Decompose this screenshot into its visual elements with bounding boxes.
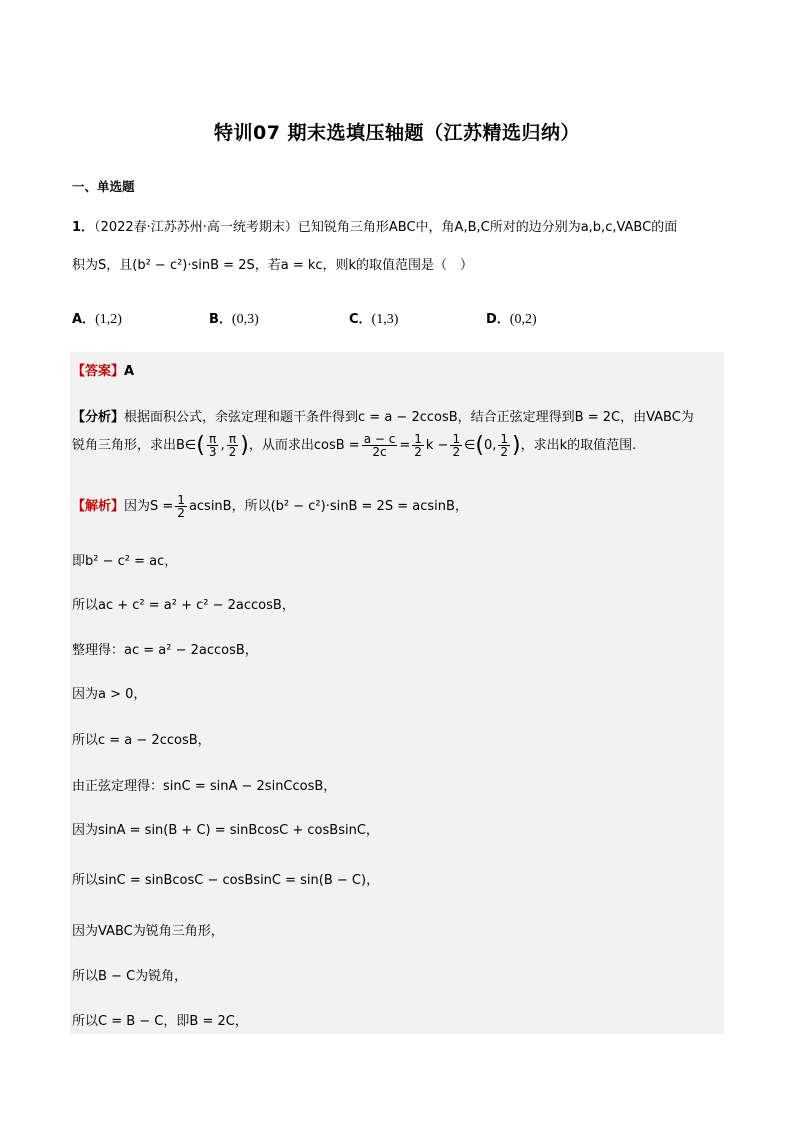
section-heading: 一、单选题	[72, 179, 135, 194]
solution-line-10: 所以B − C为锐角，	[72, 969, 188, 984]
solution-tag: 【解析】	[72, 499, 125, 514]
question-number: 1．	[72, 220, 95, 235]
analysis-line-1	[72, 406, 694, 425]
fraction-half-1: $\frac{1}{2}$	[414, 432, 422, 459]
fraction-half-area: $\frac{1}{2}$	[177, 493, 185, 520]
solution-line-9: 因为VABC为锐角三角形，	[72, 924, 224, 939]
solution-text-0a: 因为S =	[124, 499, 174, 514]
option-c-label: C．	[349, 312, 372, 327]
analysis-text-2b: ，从而求出cosB =	[248, 438, 360, 453]
option-a-value: (1,2)	[95, 312, 122, 327]
analysis-tag: 【分析】	[72, 410, 125, 425]
fraction-pi-3: $\frac{\pi}{3}$	[208, 432, 217, 459]
solution-line-4: 因为a > 0，	[72, 687, 147, 702]
options-row	[72, 308, 672, 330]
solution-line-6: 由正弦定理得：sinC = sinA − 2sinCcosB，	[72, 779, 337, 794]
answer-line	[72, 360, 134, 379]
analysis-text-2c: k −	[425, 438, 449, 453]
solution-line-2: 所以ac + c² = a² + c² − 2accosB，	[72, 598, 295, 613]
question-text-1: （2022春·江苏苏州·高一统考期末）已知锐角三角形ABC中，角A,B,C所对的边分别为a,b,c,VABC的面	[94, 220, 678, 235]
solution-line-3: 整理得：ac = a² − 2accosB，	[72, 643, 258, 658]
fraction-half-3: $\frac{1}{2}$	[500, 432, 509, 459]
solution-line-7: 因为sinA = sin(B + C) = sinBcosC + cosBsinC，	[72, 823, 379, 838]
question-line-1	[72, 216, 677, 235]
option-b-label: B．	[209, 312, 232, 327]
option-d-label: D．	[486, 312, 510, 327]
analysis-line-2: 锐角三角形，求出B∈( $\frac{\pi}{3}$ , $\frac{\pi}{2}$ )，从而求出cosB = $\frac{a - c}{2c}$ = $\frac{1}{2}$ k − $\frac{1}{2}$ ∈(0, $\frac{1}{2}$ )，求出k的取值范围.	[72, 432, 637, 459]
fraction-pi-2: $\frac{\pi}{2}$	[228, 432, 237, 459]
analysis-text-2a: 锐角三角形，求出B∈	[72, 438, 197, 453]
option-d[interactable]	[486, 308, 537, 328]
option-d-value: (0,2)	[509, 312, 537, 327]
analysis-text-2d: ∈	[464, 438, 476, 453]
solution-line-0	[72, 494, 468, 519]
option-c-value: (1,3)	[371, 312, 399, 327]
answer-value: A	[124, 364, 135, 379]
solution-line-1: 即b² − c² = ac，	[72, 554, 178, 569]
fraction-half-2: $\frac{1}{2}$	[452, 432, 461, 459]
answer-tag: 【答案】	[72, 364, 125, 379]
option-a[interactable]	[72, 308, 122, 328]
fraction-a-minus-c: $\frac{a - c}{2c}$	[363, 432, 396, 459]
option-a-label: A．	[72, 312, 96, 327]
question-line-2: 积为S，且(b² − c²)·sinB = 2S，若a = kc，则k的取值范围是（ ）	[72, 258, 474, 273]
analysis-text-1: 根据面积公式，余弦定理和题干条件得到c = a − 2ccosB，结合正弦定理得到B = 2C，由VABC为	[124, 410, 694, 425]
solution-line-8: 所以sinC = sinBcosC − cosBsinC = sin(B − C)，	[72, 873, 380, 888]
solution-line-5: 所以c = a − 2ccosB，	[72, 733, 211, 748]
option-b[interactable]	[209, 308, 259, 328]
solution-line-11: 所以C = B − C，即B = 2C，	[72, 1014, 248, 1029]
option-b-value: (0,3)	[231, 312, 259, 327]
solution-text-0b: acsinB，所以(b² − c²)·sinB = 2S = acsinB，	[188, 499, 468, 514]
analysis-text-2e: ，求出k的取值范围.	[520, 438, 637, 453]
option-c[interactable]	[349, 308, 398, 328]
page-title: 特训07 期末选填压轴题（江苏精选归纳）	[213, 122, 581, 144]
